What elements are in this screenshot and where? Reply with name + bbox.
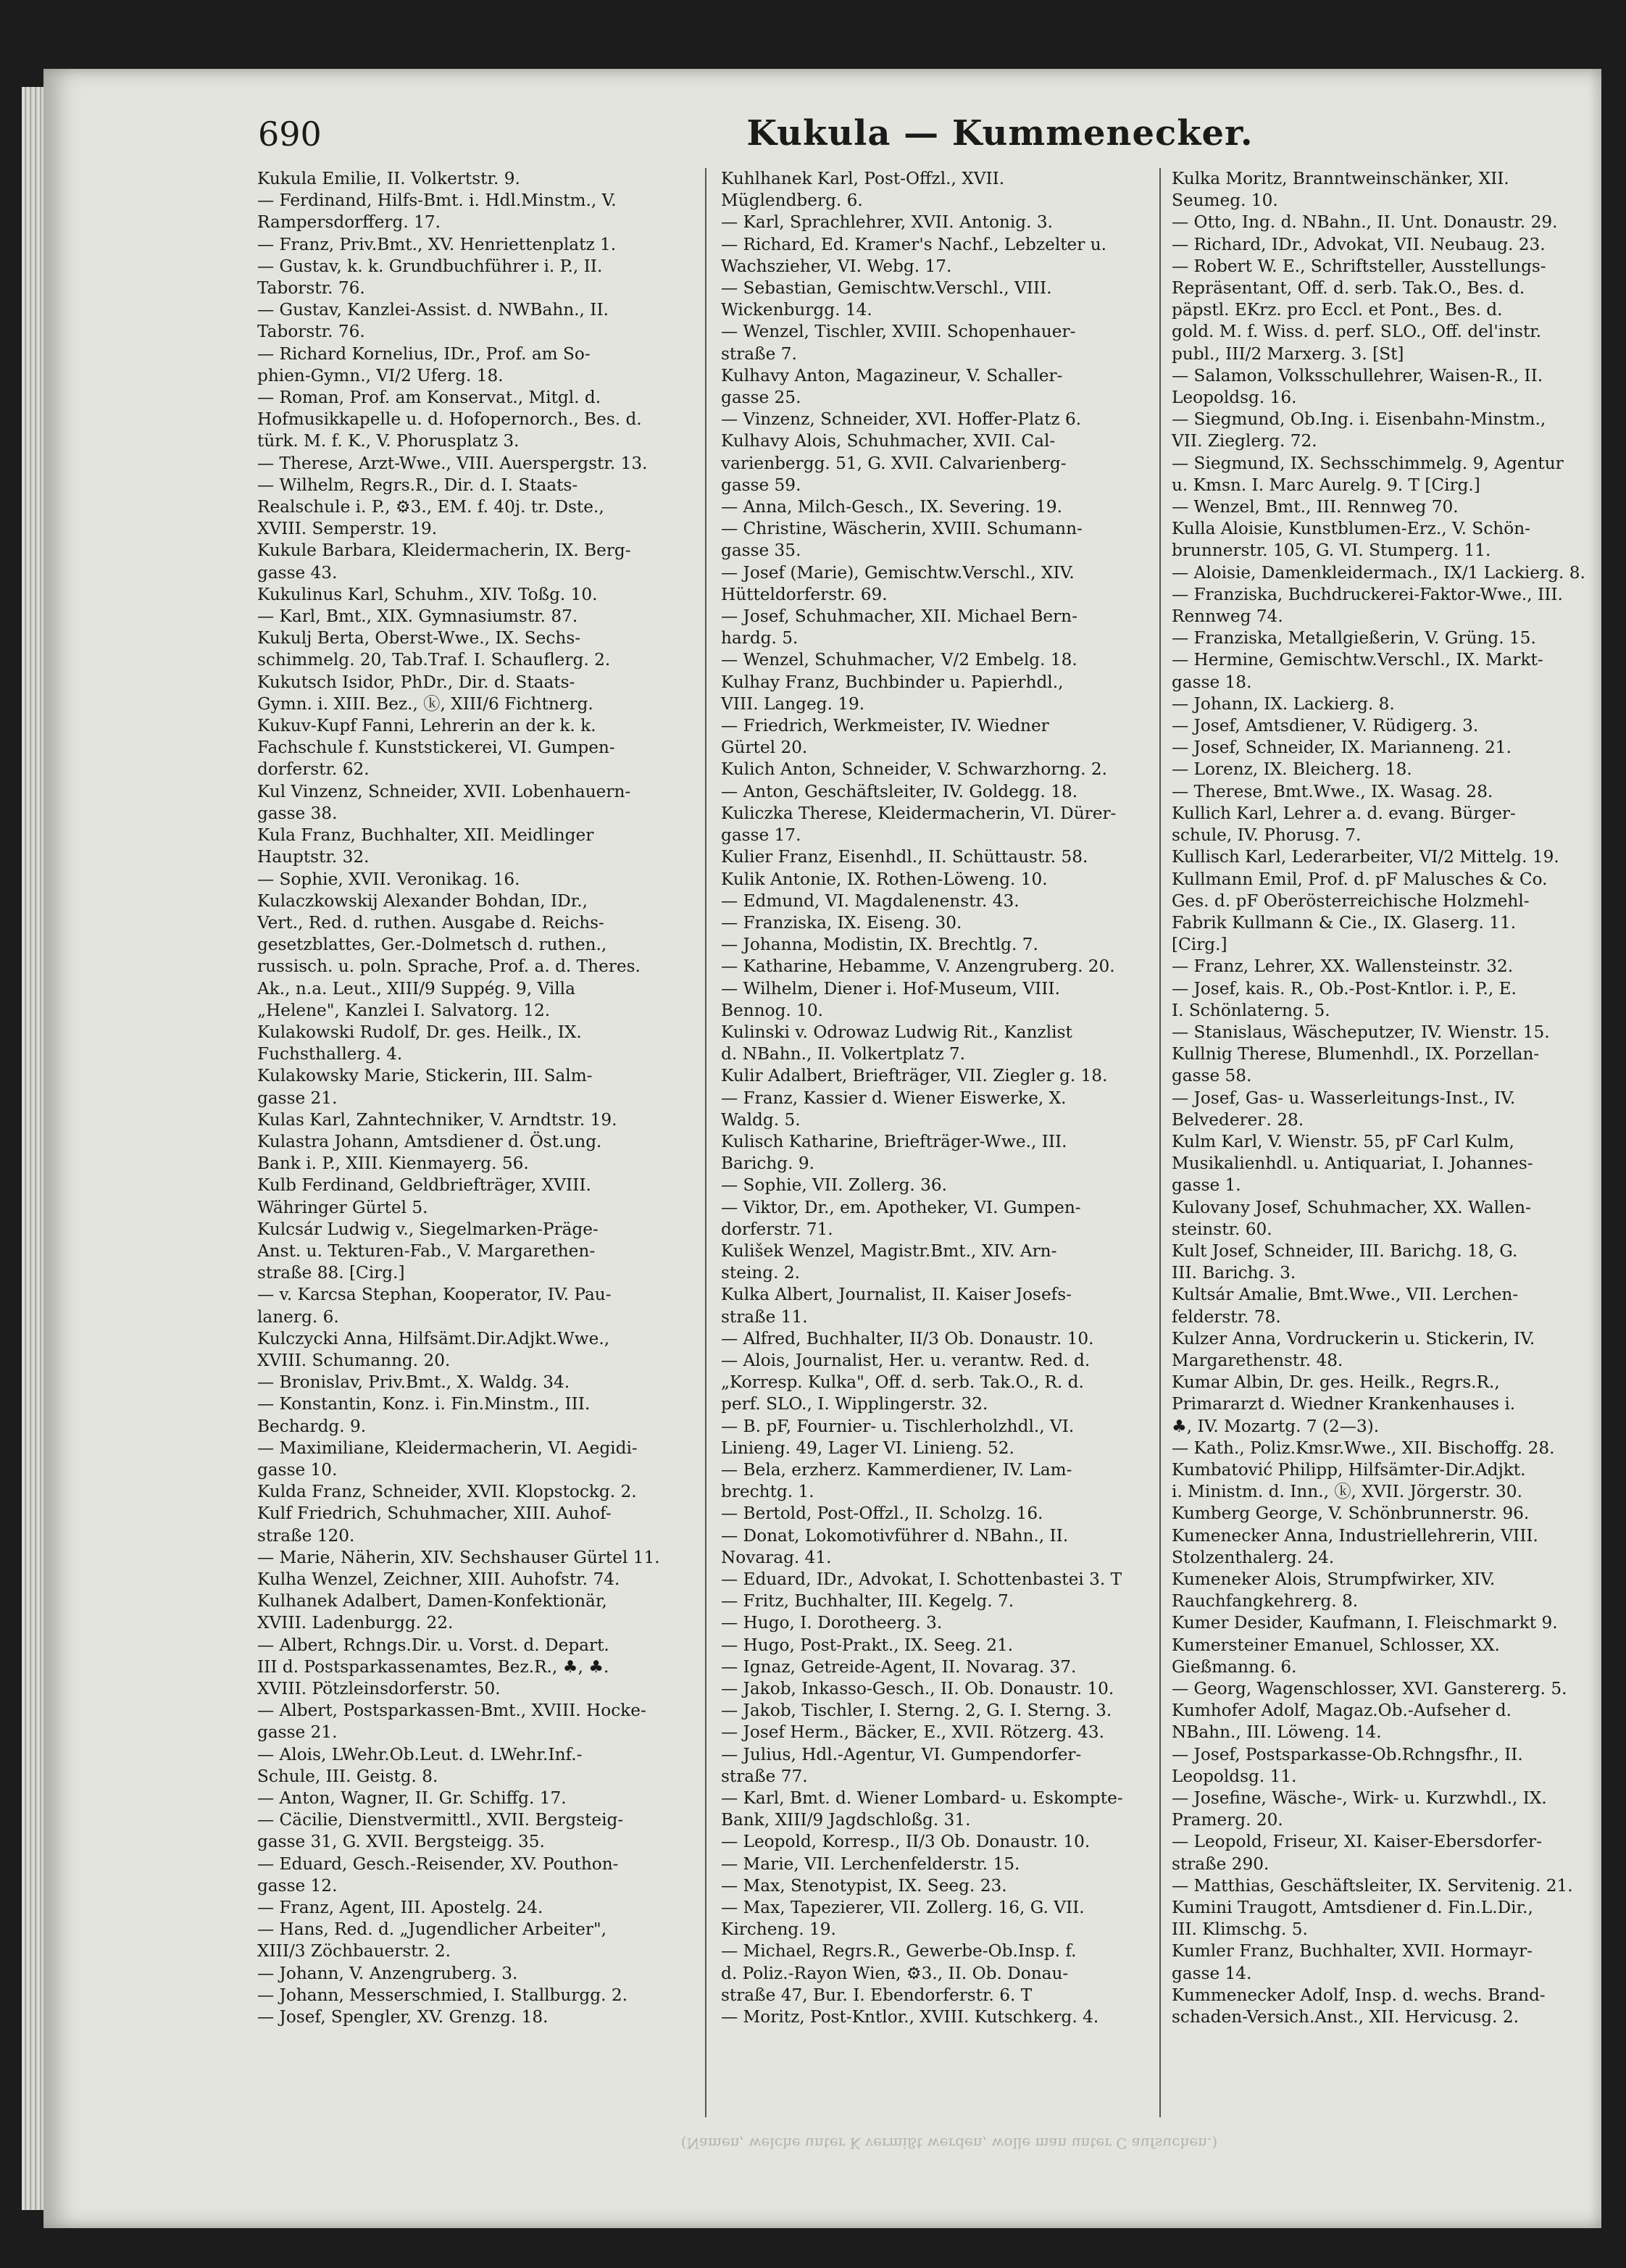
directory-entry-line: XIII/3 Zöchbauerstr. 2. (257, 1941, 451, 1961)
directory-entry-line: Bank i. P., XIII. Kienmayerg. 56. (257, 1154, 529, 1174)
directory-entry-line: — Stanislaus, Wäscheputzer, IV. Wienstr. 15. (1172, 1022, 1550, 1042)
directory-entry-line: u. Kmsn. I. Marc Aurelg. 9. T [Cirg.] (1172, 475, 1480, 495)
directory-entry-line: Kullnig Therese, Blumenhdl., IX. Porzellan- (1172, 1044, 1540, 1064)
directory-entry-line: — Lorenz, IX. Bleicherg. 18. (1172, 759, 1412, 780)
directory-entry-line: — Josef, Schneider, IX. Marianneng. 21. (1172, 738, 1512, 758)
directory-entry-line: d. NBahn., II. Volkertplatz 7. (721, 1044, 966, 1064)
directory-entry-line: — v. Karcsa Stephan, Kooperator, IV. Pau- (257, 1285, 612, 1305)
directory-entry-line: III d. Postsparkassenamtes, Bez.R., ♣, ♣. (257, 1656, 609, 1677)
directory-entry-line: Kulakowsky Marie, Stickerin, III. Salm- (257, 1066, 593, 1086)
directory-entry-line: Kumberg George, V. Schönbrunnerstr. 96. (1172, 1504, 1530, 1524)
directory-entry-line: — Alois, Journalist, Her. u. verantw. Red. d. (721, 1350, 1091, 1370)
directory-entry-line: — Max, Stenotypist, IX. Seeg. 23. (721, 1875, 1007, 1896)
directory-entry-line: schule, IV. Phorusg. 7. (1172, 825, 1362, 846)
directory-entry-line: Pramerg. 20. (1172, 1810, 1283, 1830)
directory-entry-line: — Marie, Näherin, XIV. Sechshauser Gürtel 11. (257, 1547, 660, 1567)
directory-entry-line: Kulas Karl, Zahntechniker, V. Arndtstr. 19. (257, 1109, 617, 1130)
directory-entry-line: Vert., Red. d. ruthen. Ausgabe d. Reichs- (257, 912, 604, 933)
directory-entry-line: — Therese, Arzt-Wwe., VIII. Auerspergstr. 13. (257, 453, 648, 473)
directory-entry-line: gasse 14. (1172, 1963, 1252, 1983)
directory-entry-line: Kumler Franz, Buchhalter, XVII. Hormayr- (1172, 1941, 1533, 1961)
directory-entry-line: „Korresp. Kulka", Off. d. serb. Tak.O., R. d. (721, 1372, 1084, 1393)
directory-entry-line: — Karl, Bmt., XIX. Gymnasiumstr. 87. (257, 606, 578, 627)
directory-columns (257, 168, 1585, 2117)
directory-entry-line: — Franz, Lehrer, XX. Wallensteinstr. 32. (1172, 956, 1514, 977)
directory-entry-line: Waldg. 5. (721, 1109, 801, 1130)
directory-entry-line: straße 77. (721, 1766, 808, 1786)
directory-entry-line: — Katharine, Hebamme, V. Anzengruberg. 20. (721, 956, 1115, 977)
directory-entry-line: Fabrik Kullmann & Cie., IX. Glaserg. 11. (1172, 912, 1517, 933)
directory-entry-line: Kumer Desider, Kaufmann, I. Fleischmarkt 9. (1172, 1613, 1558, 1633)
directory-entry-line: straße 120. (257, 1525, 355, 1546)
directory-entry-line: — Georg, Wagenschlosser, XVI. Ganstererg. 5. (1172, 1679, 1567, 1699)
directory-entry-line: NBahn., III. Löweng. 14. (1172, 1722, 1382, 1743)
directory-entry-line: hardg. 5. (721, 628, 799, 649)
directory-entry-line: Kuliczka Therese, Kleidermacherin, VI. Dürer- (721, 803, 1117, 823)
directory-entry-line: Kulb Ferdinand, Geldbriefträger, XVIII. (257, 1175, 591, 1196)
directory-entry-line: — Hans, Red. d. „Jugendlicher Arbeiter", (257, 1919, 607, 1940)
directory-entry-line: Müglendberg. 6. (721, 191, 863, 211)
directory-entry-line: i. Ministm. d. Inn., ⓚ, XVII. Jörgerstr. 30. (1172, 1482, 1522, 1502)
directory-entry-line: — Hermine, Gemischtw.Verschl., IX. Markt- (1172, 650, 1543, 670)
directory-entry-line: Taborstr. 76. (257, 278, 365, 299)
directory-entry-line: steing. 2. (721, 1263, 800, 1283)
directory-entry-line: — Leopold, Friseur, XI. Kaiser-Ebersdorfer- (1172, 1832, 1542, 1852)
directory-entry-line: Gießmanng. 6. (1172, 1656, 1297, 1677)
directory-entry-line: gasse 35. (721, 541, 801, 561)
directory-entry-line: Kul Vinzenz, Schneider, XVII. Lobenhauern- (257, 781, 631, 801)
directory-entry-line: Kulovany Josef, Schuhmacher, XX. Wallen- (1172, 1197, 1531, 1217)
directory-entry-line: — Maximiliane, Kleidermacherin, VI. Aegidi- (257, 1438, 638, 1458)
directory-entry-line: — Franziska, Metallgießerin, V. Grüng. 15. (1172, 628, 1536, 649)
directory-entry-line: straße 290. (1172, 1854, 1269, 1874)
directory-entry-line: Kukuv-Kupf Fanni, Lehrerin an der k. k. (257, 716, 596, 736)
directory-entry-line: — Josef, Amtsdiener, V. Rüdigerg. 3. (1172, 716, 1479, 736)
directory-entry-line: Anst. u. Tekturen-Fab., V. Margarethen- (257, 1241, 596, 1261)
directory-entry-line: Novarag. 41. (721, 1547, 832, 1567)
directory-entry-line: Leopoldsg. 16. (1172, 388, 1297, 408)
directory-entry-line: ♣, IV. Mozartg. 7 (2—3). (1172, 1416, 1380, 1436)
directory-entry-line: gasse 38. (257, 803, 338, 823)
directory-entry-line: — Wenzel, Schuhmacher, V/2 Embelg. 18. (721, 650, 1077, 670)
directory-entry-line: schaden-Versich.Anst., XII. Hervicusg. 2. (1172, 2007, 1519, 2027)
directory-entry-line: — Franziska, Buchdruckerei-Faktor-Wwe., III. (1172, 584, 1563, 604)
directory-entry-line: Kircheng. 19. (721, 1919, 836, 1940)
directory-entry-line: — Salamon, Volksschullehrer, Waisen-R., II. (1172, 365, 1543, 385)
directory-entry-line: — Robert W. E., Schriftsteller, Ausstellungs- (1172, 256, 1546, 276)
directory-entry-line: Kula Franz, Buchhalter, XII. Meidlinger (257, 825, 594, 846)
directory-entry-line: — Johanna, Modistin, IX. Brechtlg. 7. (721, 935, 1038, 955)
directory-entry-line: VII. Zieglerg. 72. (1172, 431, 1317, 451)
directory-entry-line: — Konstantin, Konz. i. Fin.Minstm., III. (257, 1394, 591, 1414)
directory-entry-line: gasse 10. (257, 1459, 338, 1480)
directory-entry-line: gasse 21. (257, 1722, 338, 1743)
directory-entry-line: lanerg. 6. (257, 1306, 339, 1327)
directory-entry-line: Kukulinus Karl, Schuhm., XIV. Toßg. 10. (257, 584, 598, 604)
directory-entry-line: — Josef, kais. R., Ob.-Post-Kntlor. i. P., E. (1172, 978, 1517, 998)
mirrored-footer-bleedthrough: (Namen, welche unter K vermißt werden, wolle man unter C aufsuchen.) (680, 2135, 1218, 2152)
directory-entry-line: publ., III/2 Marxerg. 3. [St] (1172, 343, 1404, 364)
directory-entry-line: — Bertold, Post-Offzl., II. Scholzg. 16. (721, 1504, 1043, 1524)
directory-entry-line: Kullmann Emil, Prof. d. pF Malusches & Co. (1172, 869, 1548, 889)
directory-entry-line: Kukule Barbara, Kleidermacherin, IX. Berg- (257, 541, 631, 561)
directory-entry-line: — Johann, Messerschmied, I. Stallburgg. 2. (257, 1985, 628, 2005)
directory-entry-line: Rampersdorfferg. 17. (257, 212, 441, 233)
directory-entry-line: Kulcsár Ludwig v., Siegelmarken-Präge- (257, 1219, 599, 1239)
directory-entry-line: — Aloisie, Damenkleidermach., IX/1 Lackierg. 8. (1172, 562, 1585, 583)
directory-entry-line: — Vinzenz, Schneider, XVI. Hoffer-Platz 6. (721, 409, 1082, 430)
directory-entry-line: — Richard Kornelius, IDr., Prof. am So- (257, 343, 591, 364)
directory-entry-line: dorferstr. 62. (257, 759, 370, 780)
directory-entry-line: straße 7. (721, 343, 797, 364)
directory-entry-line: — Viktor, Dr., em. Apotheker, VI. Gumpen- (721, 1197, 1081, 1217)
directory-entry-line: — Anton, Geschäftsleiter, IV. Goldegg. 18. (721, 781, 1078, 801)
directory-entry-line: — Alfred, Buchhalter, II/3 Ob. Donaustr. 10. (721, 1328, 1094, 1348)
directory-entry-line: — Josef (Marie), Gemischtw.Verschl., XIV. (721, 562, 1075, 583)
directory-entry-line: — Fritz, Buchhalter, III. Kegelg. 7. (721, 1591, 1014, 1612)
directory-entry-line: — Sophie, VII. Zollerg. 36. (721, 1175, 948, 1196)
directory-entry-line: Kulakowski Rudolf, Dr. ges. Heilk., IX. (257, 1022, 582, 1042)
directory-entry-line: — Josef, Schuhmacher, XII. Michael Bern- (721, 606, 1077, 627)
directory-entry-line: — Friedrich, Werkmeister, IV. Wiedner (721, 716, 1049, 736)
directory-entry-line: XVIII. Ladenburgg. 22. (257, 1613, 454, 1633)
directory-entry-line: — Sebastian, Gemischtw.Verschl., VIII. (721, 278, 1052, 299)
directory-entry-line: — Johann, IX. Lackierg. 8. (1172, 693, 1395, 714)
directory-entry-line: [Cirg.] (1172, 935, 1227, 955)
directory-entry-line: — Albert, Rchngs.Dir. u. Vorst. d. Depart. (257, 1635, 609, 1655)
directory-entry-line: — Matthias, Geschäftsleiter, IX. Servitenig. 21. (1172, 1875, 1573, 1896)
directory-entry-line: Kulir Adalbert, Briefträger, VII. Ziegler g. 18. (721, 1066, 1108, 1086)
directory-entry-line: russisch. u. poln. Sprache, Prof. a. d. Theres. (257, 956, 641, 977)
directory-entry-line: — Josef, Spengler, XV. Grenzg. 18. (257, 2007, 549, 2027)
directory-entry-line: türk. M. f. K., V. Phorusplatz 3. (257, 431, 520, 451)
directory-entry-line: — Alois, LWehr.Ob.Leut. d. LWehr.Inf.- (257, 1744, 583, 1764)
directory-entry-line: Kumeneker Alois, Strumpfwirker, XIV. (1172, 1569, 1496, 1589)
directory-entry-line: Gürtel 20. (721, 738, 808, 758)
directory-entry-line: Kuhlhanek Karl, Post-Offzl., XVII. (721, 169, 1005, 188)
directory-entry-line: straße 47, Bur. I. Ebendorferstr. 6. T (721, 1985, 1033, 2005)
directory-entry-line: gasse 25. (721, 388, 801, 408)
directory-entry-line: — B. pF, Fournier- u. Tischlerholzhdl., VI. (721, 1416, 1075, 1436)
directory-entry-line: Kulf Friedrich, Schuhmacher, XIII. Auhof- (257, 1504, 612, 1524)
directory-entry-line: Kulczycki Anna, Hilfsämt.Dir.Adjkt.Wwe., (257, 1328, 610, 1348)
directory-entry-line: — Marie, VII. Lerchenfelderstr. 15. (721, 1854, 1020, 1874)
directory-entry-line: Fuchsthallerg. 4. (257, 1044, 403, 1064)
directory-entry-line: brunnerstr. 105, G. VI. Stumperg. 11. (1172, 541, 1491, 561)
directory-entry-line: — Bronislav, Priv.Bmt., X. Waldg. 34. (257, 1372, 570, 1393)
directory-entry-line: — Moritz, Post-Kntlor., XVIII. Kutschkerg. 4. (721, 2007, 1099, 2027)
directory-entry-line: Kullich Karl, Lehrer a. d. evang. Bürger- (1172, 803, 1516, 823)
directory-entry-line: Wickenburgg. 14. (721, 300, 872, 320)
directory-entry-line: Kullisch Karl, Lederarbeiter, VI/2 Mittelg. 19. (1172, 847, 1559, 867)
directory-entry-line: päpstl. EKrz. pro Eccl. et Pont., Bes. d. (1172, 300, 1503, 320)
directory-entry-line: — Jakob, Inkasso-Gesch., II. Ob. Donaustr. 10. (721, 1679, 1114, 1699)
directory-entry-line: Kumenecker Anna, Industriellehrerin, VIII. (1172, 1525, 1538, 1546)
directory-entry-line: d. Poliz.-Rayon Wien, ⚙3., II. Ob. Donau- (721, 1963, 1069, 1983)
directory-entry-line: — Bela, erzherz. Kammerdiener, IV. Lam- (721, 1459, 1072, 1480)
directory-entry-line: Kukula Emilie, II. Volkertstr. 9. (257, 169, 520, 188)
directory-entry-line: — Josef Herm., Bäcker, E., XVII. Rötzerg. 43. (721, 1722, 1104, 1743)
directory-entry-line: Primararzt d. Wiedner Krankenhauses i. (1172, 1394, 1516, 1414)
directory-entry-line: gold. M. f. Wiss. d. perf. SLO., Off. del'instr. (1172, 322, 1542, 342)
directory-entry-line: — Hugo, I. Dorotheerg. 3. (721, 1613, 943, 1633)
directory-entry-line: Linieng. 49, Lager VI. Linieng. 52. (721, 1438, 1014, 1458)
directory-entry-line: Rauchfangkehrerg. 8. (1172, 1591, 1359, 1612)
directory-entry-line: Kulaczkowskij Alexander Bohdan, IDr., (257, 891, 588, 911)
directory-entry-line: — Hugo, Post-Prakt., IX. Seeg. 21. (721, 1635, 1014, 1655)
directory-entry-line: gasse 59. (721, 475, 801, 495)
directory-entry-line: — Anton, Wagner, II. Gr. Schiffg. 17. (257, 1788, 567, 1809)
directory-entry-line: — Franz, Agent, III. Apostelg. 24. (257, 1898, 543, 1918)
directory-entry-line: Kulik Antonie, IX. Rothen-Löweng. 10. (721, 869, 1048, 889)
directory-entry-line: Ak., n.a. Leut., XIII/9 Suppég. 9, Villa (257, 978, 575, 998)
directory-entry-line: Kumersteiner Emanuel, Schlosser, XX. (1172, 1635, 1500, 1655)
directory-entry-line: — Josef, Gas- u. Wasserleitungs-Inst., IV. (1172, 1088, 1516, 1108)
directory-entry-line: — Richard, IDr., Advokat, VII. Neubaug. 23. (1172, 234, 1546, 254)
directory-entry-line: straße 88. [Cirg.] (257, 1263, 405, 1283)
directory-entry-line: — Roman, Prof. am Konservat., Mitgl. d. (257, 388, 601, 408)
directory-entry-line: Kulm Karl, V. Wienstr. 55, pF Carl Kulm, (1172, 1131, 1514, 1151)
directory-entry-line: — Jakob, Tischler, I. Sterng. 2, G. I. Sterng. 3. (721, 1701, 1112, 1721)
directory-entry-line: — Johann, V. Anzengruberg. 3. (257, 1963, 518, 1983)
directory-entry-line: XVIII. Pötzleinsdorferstr. 50. (257, 1679, 501, 1699)
directory-entry-line: gasse 21. (257, 1088, 338, 1108)
directory-entry-line: Kumini Traugott, Amtsdiener d. Fin.L.Dir., (1172, 1898, 1533, 1918)
directory-entry-line: — Franz, Priv.Bmt., XV. Henriettenplatz 1. (257, 234, 617, 254)
directory-entry-line: Kultsár Amalie, Bmt.Wwe., VII. Lerchen- (1172, 1285, 1519, 1305)
directory-entry-line: Rennweg 74. (1172, 606, 1283, 627)
directory-entry-line: — Cäcilie, Dienstvermittl., XVII. Bergsteig- (257, 1810, 624, 1830)
directory-entry-line: „Helene", Kanzlei I. Salvatorg. 12. (257, 1000, 551, 1020)
directory-entry-line: — Wilhelm, Regrs.R., Dir. d. I. Staats- (257, 475, 578, 495)
directory-entry-line: — Siegmund, Ob.Ing. i. Eisenbahn-Minstm., (1172, 409, 1546, 430)
directory-entry-line: Bechardg. 9. (257, 1416, 367, 1436)
directory-entry-line: III. Barichg. 3. (1172, 1263, 1296, 1283)
directory-entry-line: VIII. Langeg. 19. (721, 693, 865, 714)
directory-entry-line: Kulišek Wenzel, Magistr.Bmt., XIV. Arn- (721, 1241, 1057, 1261)
directory-entry-line: — Wenzel, Bmt., III. Rennweg 70. (1172, 497, 1459, 517)
directory-entry-line: Kulzer Anna, Vordruckerin u. Stickerin, IV. (1172, 1328, 1535, 1348)
directory-entry-line: Kulka Moritz, Branntweinschänker, XII. (1172, 169, 1509, 188)
directory-entry-line: XVIII. Semperstr. 19. (257, 519, 438, 539)
directory-entry-line: — Ferdinand, Hilfs-Bmt. i. Hdl.Minstm., V. (257, 191, 617, 211)
directory-entry-line: Kulinski v. Odrowaz Ludwig Rit., Kanzlist (721, 1022, 1072, 1042)
column-divider (1159, 168, 1161, 2117)
running-title: Kukula — Kummenecker. (746, 113, 1254, 154)
directory-entry-line: — Karl, Bmt. d. Wiener Lombard- u. Eskompte- (721, 1788, 1123, 1809)
directory-entry-line: — Richard, Ed. Kramer's Nachf., Lebzelter u. (721, 234, 1107, 254)
directory-entry-line: Kult Josef, Schneider, III. Barichg. 18, G. (1172, 1241, 1518, 1261)
directory-entry-line: — Franziska, IX. Eiseng. 30. (721, 912, 962, 933)
directory-entry-line: Schule, III. Geistg. 8. (257, 1766, 438, 1786)
directory-entry-line: — Wenzel, Tischler, XVIII. Schopenhauer- (721, 322, 1076, 342)
directory-entry-line: — Ignaz, Getreide-Agent, II. Novarag. 37. (721, 1656, 1077, 1677)
directory-entry-line: Kukutsch Isidor, PhDr., Dir. d. Staats- (257, 672, 575, 692)
directory-entry-line: — Therese, Bmt.Wwe., IX. Wasag. 28. (1172, 781, 1493, 801)
directory-entry-line: Kumbatović Philipp, Hilfsämter-Dir.Adjkt. (1172, 1459, 1526, 1480)
directory-entry-line: Hofmusikkapelle u. d. Hofopernorch., Bes. d. (257, 409, 642, 430)
column-1 (257, 168, 674, 2117)
directory-entry-line: gasse 31, G. XVII. Bergsteigg. 35. (257, 1832, 545, 1852)
directory-entry-line: Kulhavy Anton, Magazineur, V. Schaller- (721, 365, 1063, 385)
page-number: 690 (258, 114, 322, 154)
column-3 (1172, 168, 1588, 2117)
directory-entry-line: Musikalienhdl. u. Antiquariat, I. Johannes- (1172, 1154, 1533, 1174)
directory-entry-line: Wachszieher, VI. Webg. 17. (721, 256, 952, 276)
directory-entry-line: Kukulj Berta, Oberst-Wwe., IX. Sechs- (257, 628, 581, 649)
directory-entry-line: Gymn. i. XIII. Bez., ⓚ, XIII/6 Fichtnerg. (257, 693, 593, 714)
directory-entry-line: Fachschule f. Kunststickerei, VI. Gumpen- (257, 738, 615, 758)
directory-entry-line: straße 11. (721, 1306, 808, 1327)
directory-entry-line: — Wilhelm, Diener i. Hof-Museum, VIII. (721, 978, 1060, 998)
directory-entry-line: brechtg. 1. (721, 1482, 814, 1502)
directory-entry-line: gasse 12. (257, 1875, 338, 1896)
directory-entry-line: Margarethenstr. 48. (1172, 1350, 1343, 1370)
directory-entry-line: Kulich Anton, Schneider, V. Schwarzhorng. 2. (721, 759, 1108, 780)
directory-entry-line: gasse 17. (721, 825, 801, 846)
directory-entry-line: Belvederег. 28. (1172, 1109, 1304, 1130)
directory-entry-line: — Albert, Postsparkassen-Bmt., XVIII. Hocke- (257, 1701, 646, 1721)
directory-entry-line: Kulier Franz, Eisenhdl., II. Schüttaustr. 58. (721, 847, 1088, 867)
directory-entry-line: Ges. d. pF Oberösterreichische Holzmehl- (1172, 891, 1530, 911)
directory-entry-line: Leopoldsg. 11. (1172, 1766, 1297, 1786)
directory-entry-line: Kumar Albin, Dr. ges. Heilk., Regrs.R., (1172, 1372, 1500, 1393)
directory-entry-line: Kulastra Johann, Amtsdiener d. Öst.ung. (257, 1131, 602, 1151)
directory-entry-line: schimmelg. 20, Tab.Traf. I. Schauflerg. 2. (257, 650, 611, 670)
directory-entry-line: — Anna, Milch-Gesch., IX. Severing. 19. (721, 497, 1062, 517)
directory-entry-line: Kumhofer Adolf, Magaz.Ob.-Aufseher d. (1172, 1701, 1512, 1721)
directory-entry-line: varienbergg. 51, G. XVII. Calvarienberg- (721, 453, 1067, 473)
directory-entry-line: Kulha Wenzel, Zeichner, XIII. Auhofstr. 74. (257, 1569, 620, 1589)
column-2 (721, 168, 1138, 2117)
directory-entry-line: — Gustav, k. k. Grundbuchführer i. P., II. (257, 256, 603, 276)
directory-entry-line: — Karl, Sprachlehrer, XVII. Antonig. 3. (721, 212, 1053, 233)
directory-entry-line: Hauptstr. 32. (257, 847, 370, 867)
directory-entry-line: Repräsentant, Off. d. serb. Tak.O., Bes. d. (1172, 278, 1525, 299)
directory-entry-line: perf. SLO., I. Wipplingerstr. 32. (721, 1394, 988, 1414)
directory-entry-line: gasse 43. (257, 562, 338, 583)
directory-entry-line: gesetzblattes, Ger.-Dolmetsch d. ruthen., (257, 935, 607, 955)
directory-entry-line: Hütteldorferstr. 69. (721, 584, 888, 604)
directory-entry-line: Währinger Gürtel 5. (257, 1197, 428, 1217)
directory-entry-line: — Eduard, IDr., Advokat, I. Schottenbastei 3. T (721, 1569, 1122, 1589)
directory-entry-line: III. Klimschg. 5. (1172, 1919, 1308, 1940)
directory-entry-line: — Julius, Hdl.-Agentur, VI. Gumpendorfer- (721, 1744, 1082, 1764)
directory-entry-line: — Donat, Lokomotivführer d. NBahn., II. (721, 1525, 1069, 1546)
directory-entry-line: Taborstr. 76. (257, 322, 365, 342)
directory-entry-line: — Leopold, Korresp., II/3 Ob. Donaustr. 10. (721, 1832, 1091, 1852)
directory-entry-line: phien-Gymn., VI/2 Uferg. 18. (257, 365, 504, 385)
directory-entry-line: — Michael, Regrs.R., Gewerbe-Ob.Insp. f. (721, 1941, 1077, 1961)
directory-entry-line: gasse 18. (1172, 672, 1252, 692)
directory-entry-line: Bank, XIII/9 Jagdschloßg. 31. (721, 1810, 971, 1830)
directory-entry-line: — Eduard, Gesch.-Reisender, XV. Pouthon- (257, 1854, 619, 1874)
directory-entry-line: Kulda Franz, Schneider, XVII. Klopstockg. 2. (257, 1482, 637, 1502)
directory-entry-line: XVIII. Schumanng. 20. (257, 1350, 451, 1370)
directory-entry-line: I. Schönlaterng. 5. (1172, 1000, 1330, 1020)
directory-entry-line: felderstr. 78. (1172, 1306, 1281, 1327)
directory-entry-line: — Kath., Poliz.Kmsr.Wwe., XII. Bischoffg. 28. (1172, 1438, 1555, 1458)
directory-entry-line: — Gustav, Kanzlei-Assist. d. NWBahn., II. (257, 300, 609, 320)
directory-entry-line: steinstr. 60. (1172, 1219, 1272, 1239)
directory-entry-line: gasse 1. (1172, 1175, 1241, 1196)
directory-entry-line: dorferstr. 71. (721, 1219, 833, 1239)
directory-entry-line: Bennog. 10. (721, 1000, 824, 1020)
directory-entry-line: Realschule i. P., ⚙3., EM. f. 40j. tr. Dste., (257, 497, 604, 517)
directory-entry-line: Seumeg. 10. (1172, 191, 1278, 211)
directory-entry-line: — Otto, Ing. d. NBahn., II. Unt. Donaustr. 29. (1172, 212, 1558, 233)
directory-entry-line: Kulhay Franz, Buchbinder u. Papierhdl., (721, 672, 1064, 692)
directory-entry-line: — Josef, Postsparkasse-Ob.Rchngsfhr., II. (1172, 1744, 1523, 1764)
page-header (217, 109, 1558, 152)
directory-entry-line: Kulka Albert, Journalist, II. Kaiser Josefs- (721, 1285, 1072, 1305)
directory-entry-line: Kulla Aloisie, Kunstblumen-Erz., V. Schön- (1172, 519, 1530, 539)
directory-entry-line: Kummenecker Adolf, Insp. d. wechs. Brand- (1172, 1985, 1546, 2005)
directory-entry-line: Kulhavy Alois, Schuhmacher, XVII. Cal- (721, 431, 1056, 451)
directory-entry-line: Barichg. 9. (721, 1154, 814, 1174)
column-divider (705, 168, 706, 2117)
directory-entry-line: Stolzenthalerg. 24. (1172, 1547, 1335, 1567)
directory-entry-line: — Sophie, XVII. Veronikag. 16. (257, 869, 520, 889)
directory-entry-line: — Max, Tapezierer, VII. Zollerg. 16, G. VII. (721, 1898, 1085, 1918)
directory-entry-line: — Christine, Wäscherin, XVIII. Schumann- (721, 519, 1083, 539)
directory-entry-line: gasse 58. (1172, 1066, 1252, 1086)
directory-entry-line: — Franz, Kassier d. Wiener Eiswerke, X. (721, 1088, 1067, 1108)
directory-entry-line: Kulisch Katharine, Briefträger-Wwe., III. (721, 1131, 1067, 1151)
directory-entry-line: — Edmund, VI. Magdalenenstr. 43. (721, 891, 1020, 911)
directory-entry-line: — Josefine, Wäsche-, Wirk- u. Kurzwhdl., IX. (1172, 1788, 1547, 1809)
directory-entry-line: Kulhanek Adalbert, Damen-Konfektionär, (257, 1591, 607, 1612)
directory-entry-line: — Siegmund, IX. Sechsschimmelg. 9, Agentur (1172, 453, 1564, 473)
